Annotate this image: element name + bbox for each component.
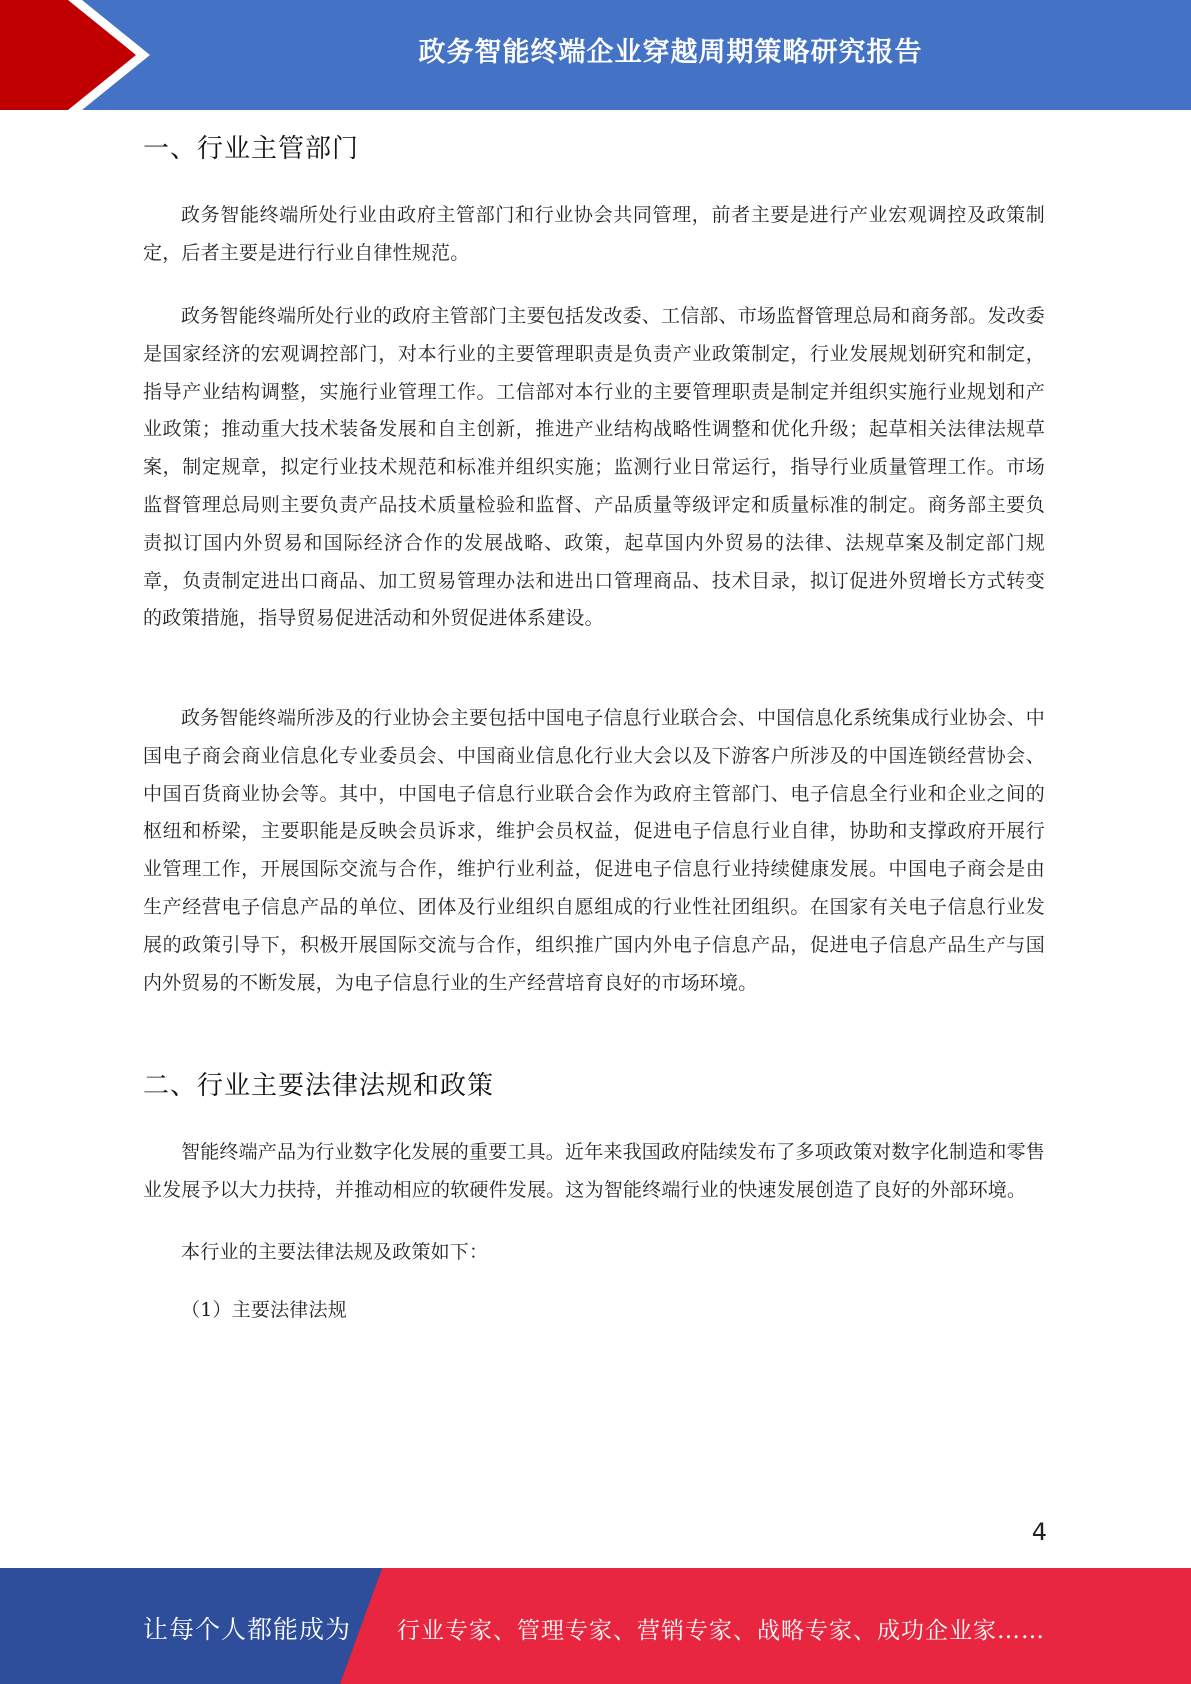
- section-heading-2: 二、行业主要法律法规和政策: [143, 1071, 495, 1101]
- page-header: [0, 0, 1191, 110]
- report-title: 政务智能终端企业穿越周期策略研究报告: [418, 37, 923, 68]
- paragraph: 本行业的主要法律法规及政策如下：: [181, 1241, 489, 1263]
- paragraph: 政务智能终端所处行业的政府主管部门主要包括发改委、工信部、市场监督管理总局和商务部。发改委是国家经济的宏观调控部门，对本行业的主要管理职责是负责产业政策制定，行业发展规划研究和制定，指导产业结构调整，实施行业管理工作。工信部对本行业的主要管理职责是制定并组织实施行业规划和产业政策；推动重大技术装备发展和自主创新，推进产业结构战略性调整和优化升级；起草相关法律法规草案，制定规章，拟定行业技术规范和标准并组织实施；监测行业日常运行，指导行业质量管理工作。市场监督管理总局则主要负责产品技术质量检验和监督、产品质量等级评定和质量标准的制定。商务部主要负责拟订国内外贸易和国际经济合作的发展战略、政策，起草国内外贸易的法律、法规草案及制定部门规章，负责制定进出口商品、加工贸易管理办法和进出口管理商品、技术目录，拟订促进外贸增长方式转变的政策措施，指导贸易促进活动和外贸促进体系建设。: [143, 305, 1046, 630]
- page-number: 4: [1031, 1518, 1047, 1546]
- paragraph: 智能终端产品为行业数字化发展的重要工具。近年来我国政府陆续发布了多项政策对数字化制造和零售业发展予以大力扶持，并推动相应的软硬件发展。这为智能终端行业的快速发展创造了良好的外部环境。: [143, 1141, 1046, 1201]
- paragraph: 政务智能终端所涉及的行业协会主要包括中国电子信息行业联合会、中国信息化系统集成行业协会、中国电子商会商业信息化专业委员会、中国商业信息化行业大会以及下游客户所涉及的中国连锁经营协会、中国百货商业协会等。其中，中国电子信息行业联合会作为政府主管部门、电子信息全行业和企业之间的枢纽和桥梁，主要职能是反映会员诉求，维护会员权益，促进电子信息行业自律，协助和支撑政府开展行业管理工作，开展国际交流与合作，维护行业利益，促进电子信息行业持续健康发展。中国电子商会是由生产经营电子信息产品的单位、团体及行业组织自愿组成的行业性社团组织。在国家有关电子信息行业发展的政策引导下，积极开展国际交流与合作，组织推广国内外电子信息产品，促进电子信息产品生产与国内外贸易的不断发展，为电子信息行业的生产经营培育良好的市场环境。: [143, 707, 1046, 994]
- section-heading-1: 一、行业主管部门: [143, 134, 360, 164]
- footer-slogan-left: 让每个人都能成为: [143, 1615, 352, 1644]
- subsection-label: （1）主要法律法规: [181, 1299, 347, 1321]
- footer-slogan-right: 行业专家、管理专家、营销专家、战略专家、成功企业家……: [397, 1618, 1045, 1644]
- paragraph: 政务智能终端所处行业由政府主管部门和行业协会共同管理，前者主要是进行产业宏观调控及政策制定，后者主要是进行行业自律性规范。: [143, 204, 1045, 264]
- page-footer: [0, 1568, 1191, 1684]
- header-chevron-decoration-tip: [68, 0, 136, 110]
- header-chevron-decoration: [0, 0, 68, 110]
